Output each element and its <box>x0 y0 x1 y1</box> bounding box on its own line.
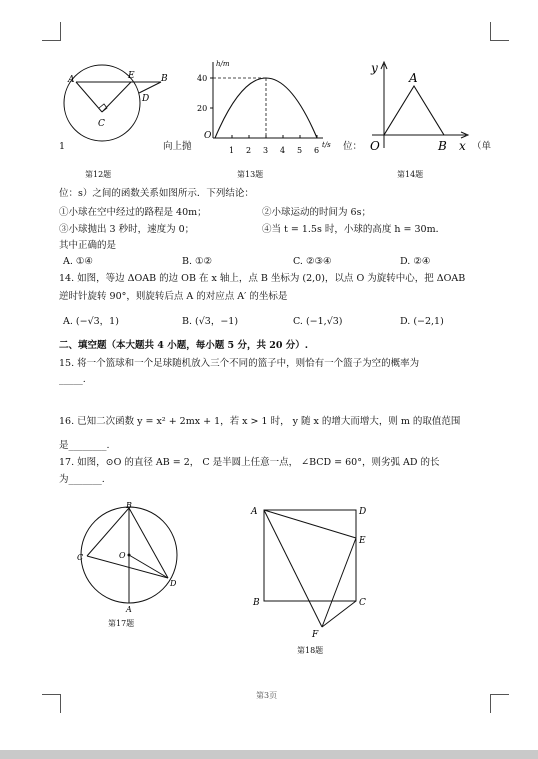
fig14-caption: 第14题 <box>397 170 424 179</box>
page-footer: 第3页 <box>256 691 278 700</box>
figure-13 <box>190 58 330 158</box>
q13-option-d: D. ②④ <box>400 256 431 267</box>
q15-line-1: 15. 将一个篮球和一个足球随机放入三个不同的篮子中，则恰有一个篮子为空的概率为 <box>59 358 420 369</box>
fragment-right-2: （单 <box>472 141 492 152</box>
fig18-label-F: F <box>312 630 319 640</box>
fig17-label-O: O <box>119 551 126 560</box>
fig17-label-D: D <box>170 579 177 588</box>
q17-line-2: 为_______. <box>59 474 105 485</box>
fig17-chord-CD <box>87 556 168 578</box>
fig17-label-A: A <box>126 605 132 614</box>
fig18-caption: 第18题 <box>297 646 324 655</box>
fig17-label-C: C <box>77 553 84 562</box>
fig14-label-B: B <box>438 139 447 153</box>
fig17-caption: 第17题 <box>108 619 135 628</box>
window-bottom-bar <box>0 750 538 759</box>
fig12-label-A: A <box>68 75 75 85</box>
fig14-triangle <box>384 86 444 135</box>
crop-mark-top-right <box>490 22 509 41</box>
fig18-label-C: C <box>359 598 366 608</box>
figure-12 <box>55 60 175 150</box>
fig17-label-B: B <box>126 501 132 510</box>
fragment-middle: 向上抛 <box>163 141 192 152</box>
q13-statement-2: ②小球运动的时间为 6s； <box>262 207 371 218</box>
q13-statement-4: ④当 t = 1.5s 时，小球的高度 h = 30m． <box>262 224 446 235</box>
q13-intro: 位：s）之间的函数关系如图所示．下列结论： <box>59 188 254 199</box>
fig13-x-axis-label: t/s <box>322 141 331 149</box>
q13-ask: 其中正确的是 <box>59 240 117 251</box>
fig18-label-B: B <box>253 598 260 608</box>
q16-line-1: 16. 已知二次函数 y = x² + 2mx + 1，若 x > 1 时， y 随 x 的增大而增大，则 m 的取值范围 <box>59 416 461 427</box>
fragment-right: 位： <box>343 141 363 152</box>
q14-option-a: A. (−√3，1) <box>63 316 119 327</box>
fig13-x-tick-label-3: 3 <box>263 146 269 155</box>
fig13-origin-label: O <box>204 131 212 141</box>
q15-line-2: _____. <box>59 374 86 385</box>
fig12-label-B: B <box>161 74 168 84</box>
fig13-y-tick-label-20: 20 <box>197 104 208 113</box>
fig17-chord-BD <box>129 508 168 578</box>
q13-option-a: A. ①④ <box>63 256 93 267</box>
fig18-label-E: E <box>359 536 366 546</box>
fig13-x-tick-label-2: 2 <box>246 146 252 155</box>
fig13-y-tick-label-40: 40 <box>197 74 208 83</box>
fig18-line-AE <box>264 510 356 538</box>
fig13-x-tick-label-5: 5 <box>297 146 303 155</box>
q14-line-1: 14. 如图，等边 ΔOAB 的边 OB 在 x 轴上，点 B 坐标为 (2,0)，以点 O 为旋转中心，把 ΔOAB <box>59 273 466 284</box>
fig17-center-dot <box>128 554 131 557</box>
fig13-y-axis-label: h/m <box>216 60 230 68</box>
fig14-label-O: O <box>370 139 380 153</box>
figure-17 <box>74 500 184 615</box>
figure-14 <box>362 58 472 158</box>
fig13-caption: 第13题 <box>237 170 264 179</box>
q16-line-2: 是________. <box>59 440 110 451</box>
crop-mark-bottom-left <box>42 694 61 713</box>
q13-option-b: B. ①② <box>182 256 213 267</box>
q13-statement-3: ③小球抛出 3 秒时，速度为 0； <box>59 224 195 235</box>
figure-18 <box>245 500 380 640</box>
fig14-label-y: y <box>371 61 378 75</box>
fig12-line-AC <box>76 82 102 112</box>
fig12-caption: 第12题 <box>85 170 112 179</box>
q14-option-c: C. (−1,√3) <box>293 316 343 327</box>
fig18-line-AF <box>264 510 322 627</box>
q13-option-c: C. ②③④ <box>293 256 332 267</box>
fig18-label-A: A <box>251 507 258 517</box>
q14-line-2: 逆时针旋转 90°，则旋转后点 A 的对应点 A′ 的坐标是 <box>59 291 288 302</box>
fig18-label-D: D <box>359 507 367 517</box>
q17-line-1: 17. 如图，⊙O 的直径 AB = 2， C 是半圆上任意一点， ∠BCD = 60°，则劣弧 AD 的长 <box>59 457 440 468</box>
fig13-x-tick-label-6: 6 <box>314 146 320 155</box>
fig12-label-D: D <box>142 94 150 104</box>
fig12-label-E: E <box>128 71 135 81</box>
fig13-x-tick-label-4: 4 <box>280 146 286 155</box>
fig12-line-BD <box>139 82 161 93</box>
q14-option-d: D. (−2,1) <box>400 316 444 327</box>
section-heading: 二、填空题（本大题共 4 小题，每小题 5 分，共 20 分）. <box>59 340 309 351</box>
fig14-label-A: A <box>409 71 418 85</box>
fig13-x-tick-label-1: 1 <box>229 146 235 155</box>
crop-mark-bottom-right <box>490 694 509 713</box>
fig12-label-C: C <box>98 119 105 129</box>
q14-option-b: B. (√3，−1) <box>182 316 239 327</box>
fig14-label-x: x <box>459 139 466 153</box>
crop-mark-top-left <box>42 22 61 41</box>
q13-statement-1: ①小球在空中经过的路程是 40m； <box>59 207 207 218</box>
fig17-chord-CB <box>87 508 129 556</box>
fragment-left-number: 1 <box>59 141 66 152</box>
